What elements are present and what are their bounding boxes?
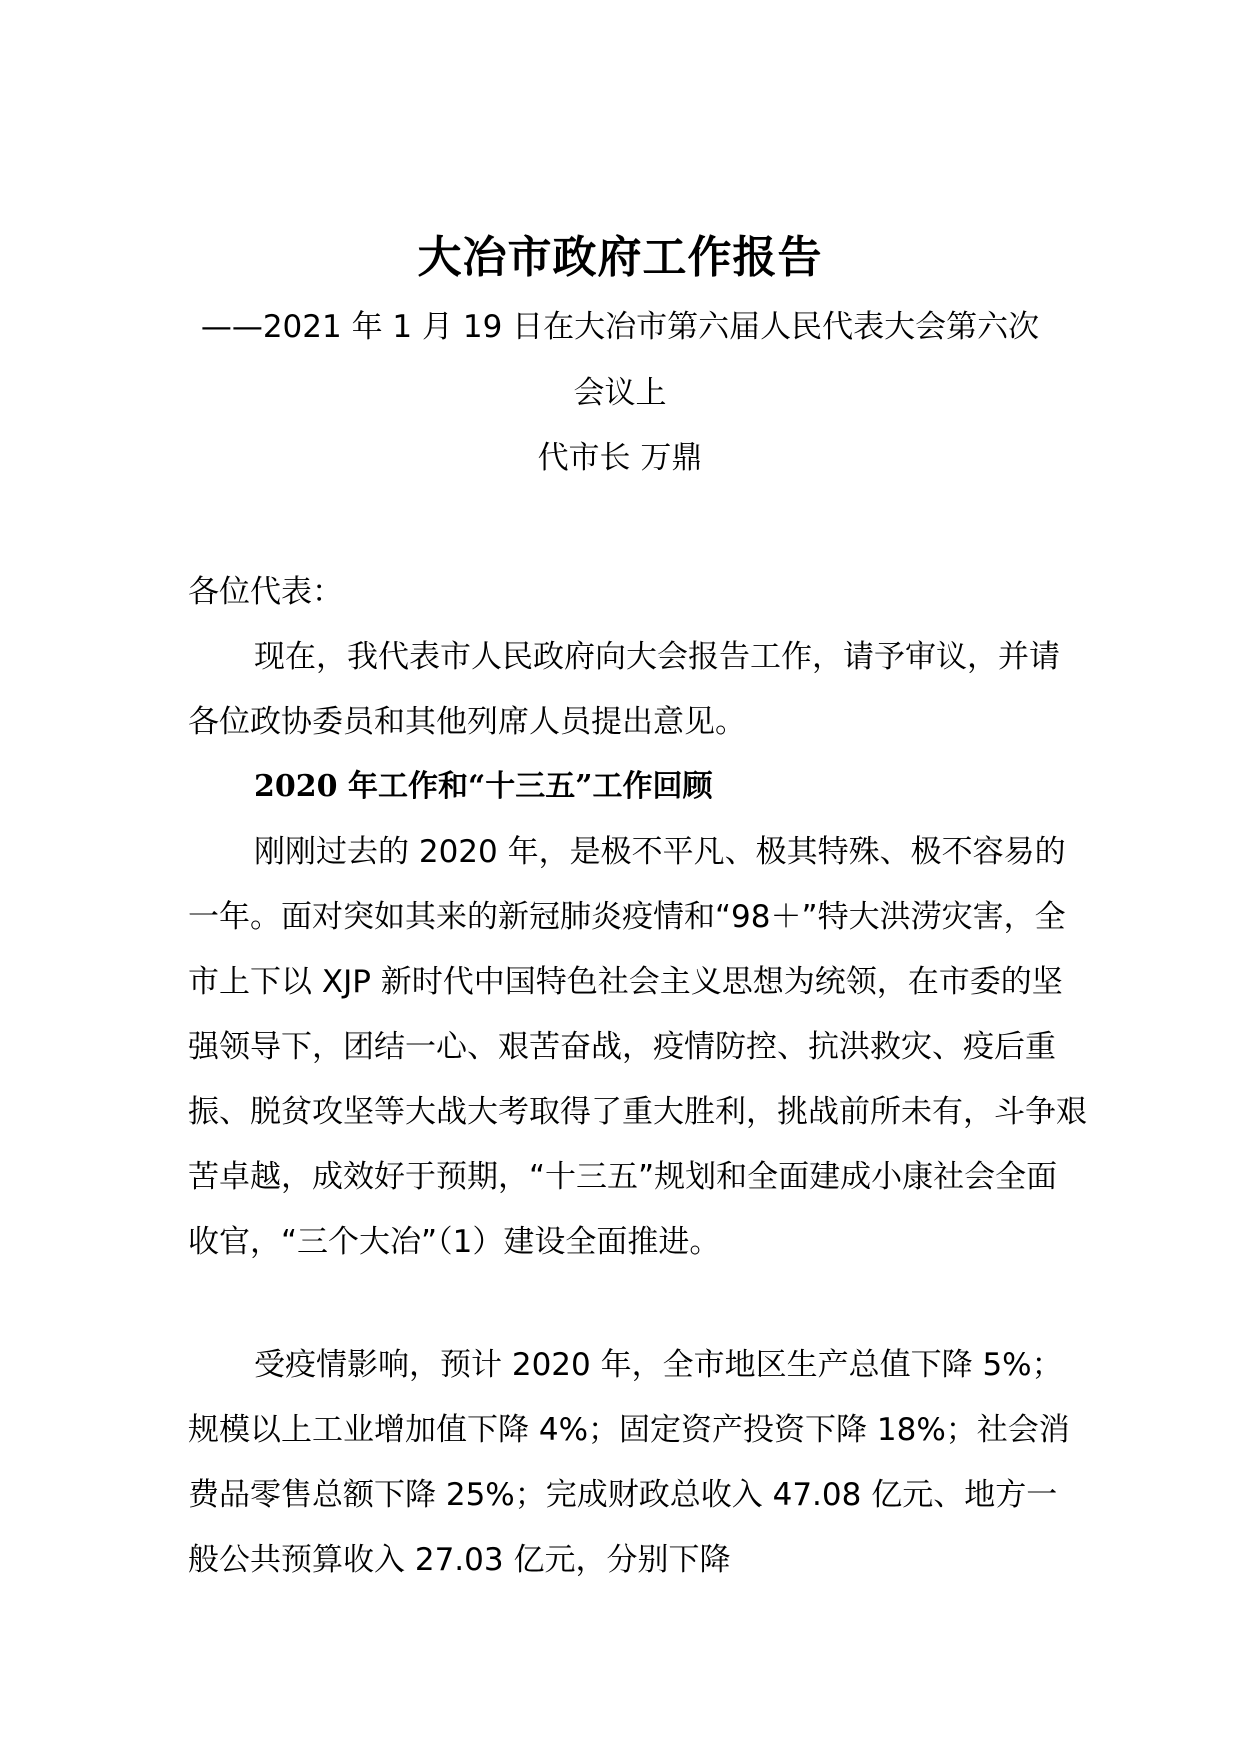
paragraph-intro: 现在，我代表市人民政府向大会报告工作，请予审议，并请各位政协委员和其他列席人员提出意见。	[188, 639, 1060, 740]
section-heading: 2020 年工作和“十三五”工作回顾	[254, 769, 713, 804]
paragraph-review: 刚刚过去的 2020 年，是极不平凡、极其特殊、极不容易的一年。面对突如其来的新冠肺炎疫情和“98＋”特大洪涝灾害，全市上下以 XJP 新时代中国特色社会主义思想为统领，在市委的坚强领导下，团结一心、艰苦奋战，疫情防控、抗洪救灾、疫后重振、脱贫攻坚等大战大考取得了重大胜利，挑战前所未有，斗争艰苦卓越，成效好于预期，“十三五”规划和全面建成小康社会全面收官，“三个大冶”（1）建设全面推进。	[188, 834, 1087, 1260]
salutation: 各位代表：	[188, 574, 343, 610]
subtitle-line-1: ——2021 年 1 月 19 日在大冶市第六届人民代表大会第六次	[200, 309, 1040, 345]
author-line: 代市长 万鼎	[537, 440, 703, 476]
subtitle-line-2: 会议上	[573, 375, 667, 411]
document-title: 大冶市政府工作报告	[417, 232, 823, 283]
paragraph-economy: 受疫情影响，预计 2020 年，全市地区生产总值下降 5%；规模以上工业增加值下降 4%；固定资产投资下降 18%；社会消费品零售总额下降 25%；完成财政总收入 47.08 亿元、地方一般公共预算收入 27.03 亿元，分别下降	[188, 1347, 1070, 1578]
